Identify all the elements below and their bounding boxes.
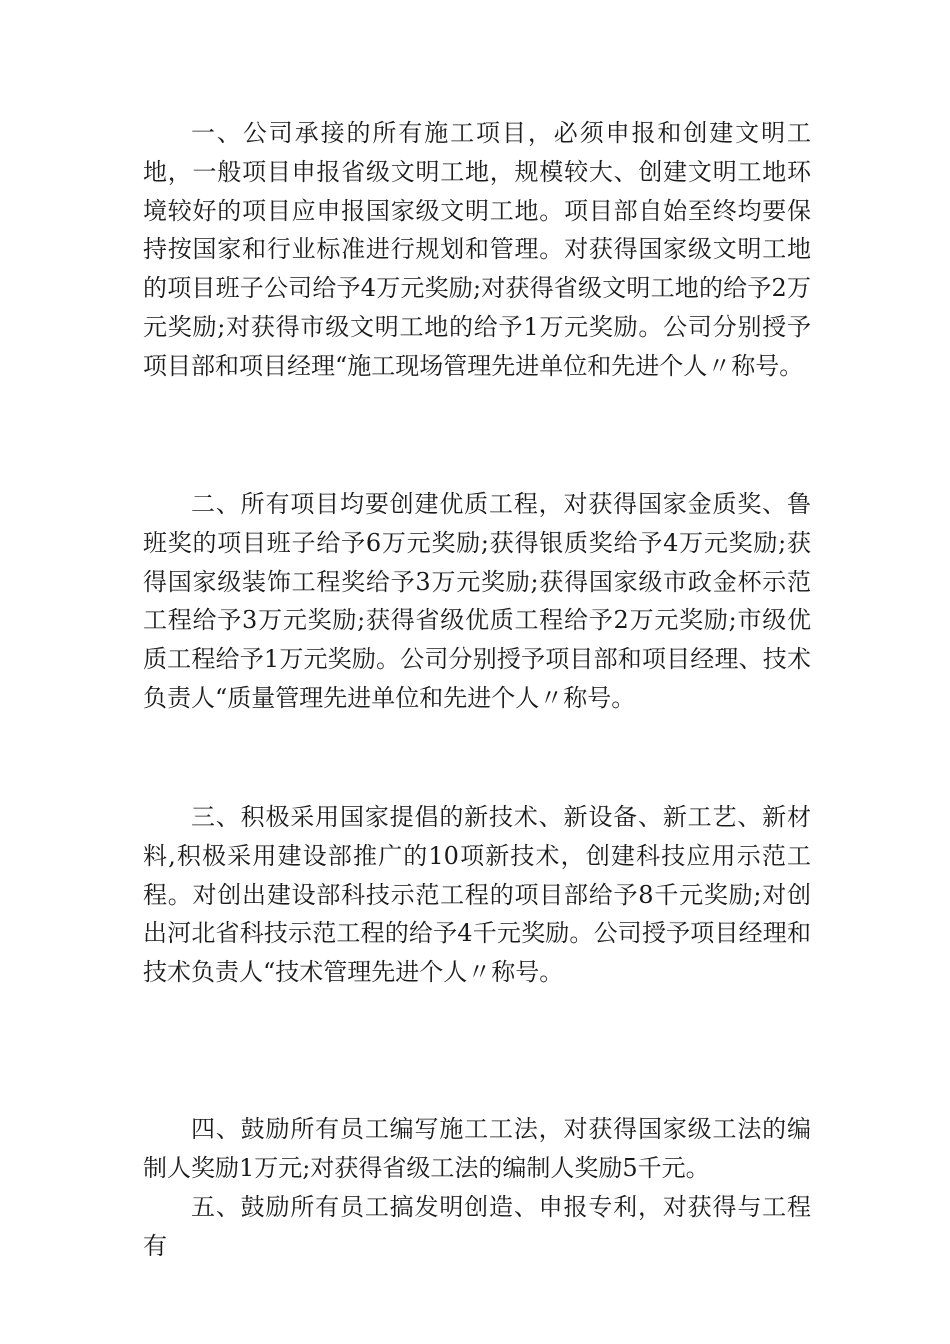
- paragraph-3: 三、积极采用国家提倡的新技术、新设备、新工艺、新材料,积极采用建设部推广的10项新技术，创建科技应用示范工程。对创出建设部科技示范工程的项目部给予8千元奖励;对创出河北省科技示范工程的给予4千元奖励。公司授予项目经理和技术负责人“技术管理先进个人〃称号。: [143, 803, 811, 987]
- paragraph-2: 二、所有项目均要创建优质工程，对获得国家金质奖、鲁班奖的项目班子给予6万元奖励;获得银质奖给予4万元奖励;获得国家级装饰工程奖给予3万元奖励;获得国家级市政金杯示范工程给予3万元奖励;获得省级优质工程给予2万元奖励;市级优质工程给予1万元奖励。公司分别授予项目部和项目经理、技术负责人“质量管理先进单位和先进个人〃称号。: [143, 490, 811, 712]
- paragraph-1: 一、公司承接的所有施工项目，必须申报和创建文明工地，一般项目申报省级文明工地，规模较大、创建文明工地环境较好的项目应申报国家级文明工地。项目部自始至终均要保持按国家和行业标准进行规划和管理。对获得国家级文明工地的项目班子公司给予4万元奖励;对获得省级文明工地的给予2万元奖励;对获得市级文明工地的给予1万元奖励。公司分别授予项目部和项目经理“施工现场管理先进单位和先进个人〃称号。: [143, 119, 811, 380]
- paragraph-5: 五、鼓励所有员工搞发明创造、申报专利，对获得与工程有: [143, 1193, 811, 1260]
- paragraph-4: 四、鼓励所有员工编写施工工法，对获得国家级工法的编制人奖励1万元;对获得省级工法的编制人奖励5千元。: [143, 1115, 811, 1182]
